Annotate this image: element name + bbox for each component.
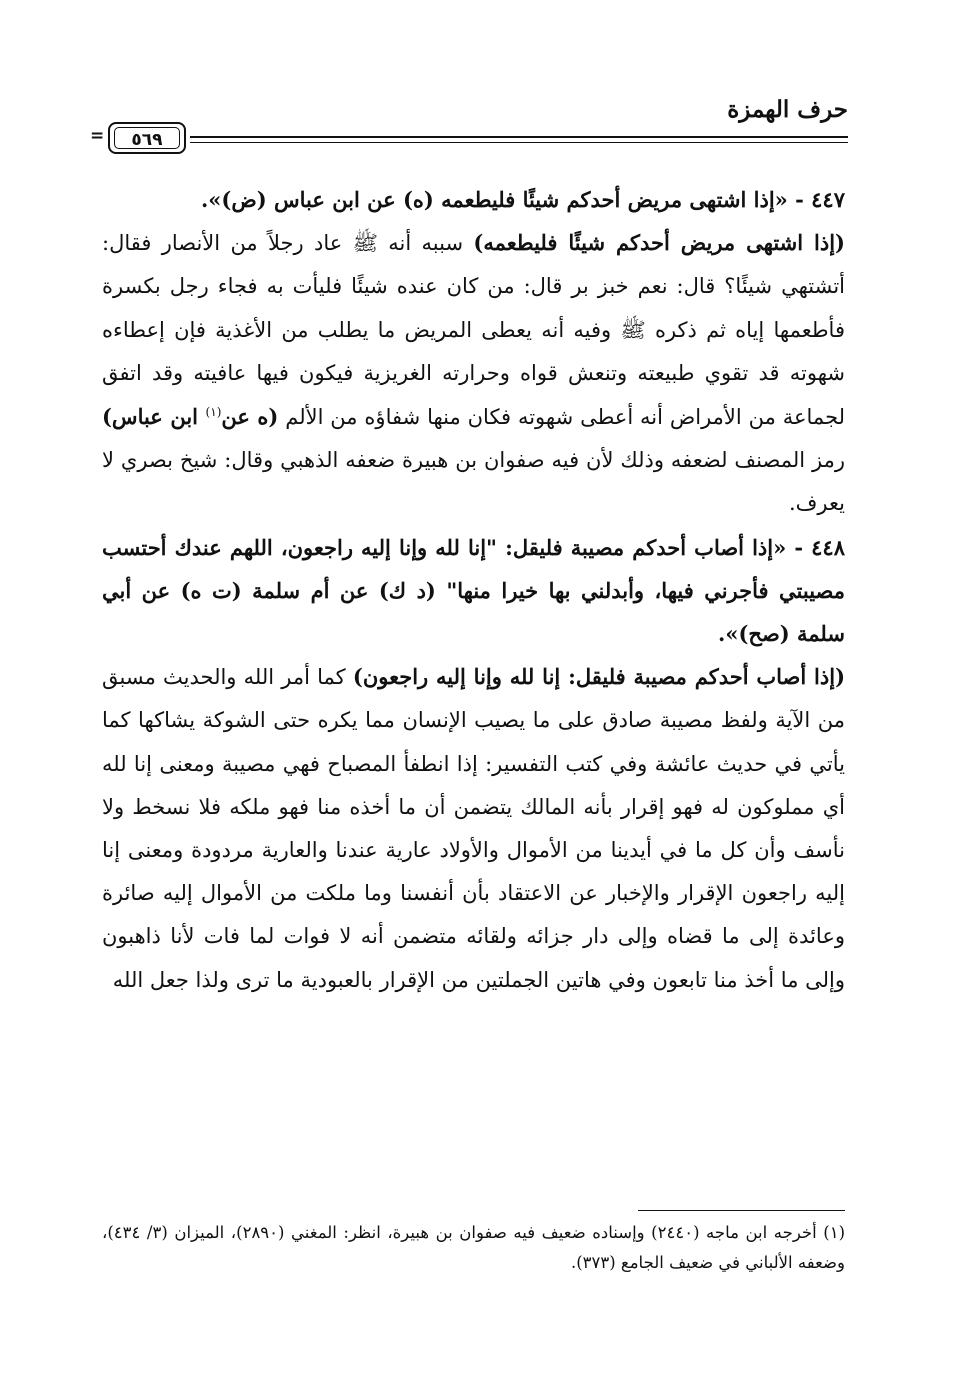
footnotes [102, 1218, 845, 1278]
commentary-448 [102, 655, 845, 1002]
source-abbrev: (ه عن [221, 404, 279, 430]
hadith-number: ٤٤٨ - [786, 534, 845, 560]
footnote-reference: (١) [205, 405, 222, 420]
hadith-text: «إذا أصاب أحدكم مصيبة فليقل: "إنا لله وإنا إليه راجعون، اللهم عندك أحتسب مصيبتي فأجرني فيها، وأبدلني بها خيرا منها" (د ك) عن أم سلمة (ت ه) عن أبي سلمة (صح)». [102, 534, 845, 647]
commentary-text: كما أمر الله والحديث مسبق من الآية ولفظ مصيبة صادق على ما يصيب الإنسان مما يكره حتى الشوكة يشاكها كما يأتي في حديث عائشة وفي كتب التفسير: إذا انطفأ المصباح فهي مصيبة ومعنى إنا لله أي مملوكون له فهو إقرار بأنه المالك يتضمن أن ما أخذه منا فهو ملكه فلا نسخط ولا نأسف وأن كل ما في أيدينا من الأموال والأولاد عارية عندنا والعارية مردودة ومعنى إنا إليه راجعون الإقرار والإخبار عن الاعتقاد بأن أنفسنا وما ملكت من الأموال إليه صائرة وعائدة إلى ما قضاه وإلى دار جزائه ولقائه متضمن أنه لا فوات لما فات لأنا ذاهبون وإلى ما أخذ منا تابعون وفي هاتين الجملتين من الإقرار بالعبودية ما ترى ولذا جعل الله [102, 665, 845, 992]
footnote-1: (١) أخرجه ابن ماجه (٢٤٤٠) وإسناده ضعيف فيه صفوان بن هبيرة، انظر: المغني (٢٨٩٠)، الميزان (٣/ ٤٣٤)، وضعفه الألباني في ضعيف الجامع (٣٧٣). [102, 1223, 846, 1272]
commentary-lead: (إذا أصاب أحدكم مصيبة فليقل: إنا لله وإنا إليه راجعون) [352, 664, 846, 690]
chapter-title: حرف الهمزة [727, 96, 848, 123]
page-number-mark: = [90, 126, 105, 146]
commentary-447 [102, 221, 845, 525]
main-text [102, 178, 845, 1002]
source-narrator: ابن عباس) [102, 404, 206, 430]
footnote-separator [638, 1210, 845, 1211]
page-number: ٥٦٩ [114, 127, 180, 149]
hadith-text: «إذا اشتهى مريض أحدكم شيئًا فليطعمه (ه) عن ابن عباس (ض)». [200, 187, 788, 212]
header-rule-thick [190, 136, 848, 138]
commentary-lead: (إذا اشتهى مريض أحدكم شيئًا فليطعمه) [473, 230, 845, 256]
page-number-frame [108, 122, 186, 154]
commentary-text-end: رمز المصنف لضعفه وذلك لأن فيه صفوان بن هبيرة ضعفه الذهبي وقال: شيخ بصري لا يعرف. [102, 448, 845, 516]
hadith-number: ٤٤٧ - [787, 187, 845, 212]
header-rule-thin [190, 142, 848, 143]
page-header [90, 92, 848, 162]
hadith-447 [102, 178, 845, 221]
hadith-448 [102, 526, 845, 656]
commentary-text: سببه أنه ﷺ عاد رجلاً من الأنصار فقال: أتشتهي شيئًا؟ قال: نعم خبز بر قال: من كان عنده شيئًا فليأت به فجاء رجل بكسرة فأطعمها إياه ثم ذكره ﷺ وفيه أنه يعطى المريض ما يطلب من الأغذية فإن إعطاءه شهوته قد تقوي طبيعته وتنعش قواه وحرارته الغريزية فيكون فيها عافيته وقد اتفق لجماعة من الأمراض أنه أعطى شهوته فكان منها شفاؤه من الألم [102, 231, 846, 430]
